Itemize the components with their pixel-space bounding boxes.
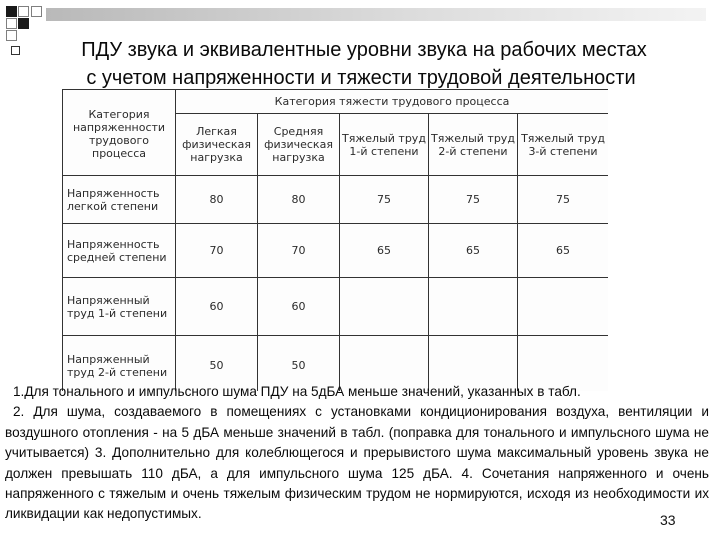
notes-block [5, 382, 709, 525]
table-cell: 75 [340, 176, 429, 224]
note-1: 1.Для тонального и импульсного шума ПДУ на 5дБА меньше значений, указанных в табл. [13, 384, 581, 399]
row-label: Напряженный труд 1-й степени [63, 278, 176, 336]
table-cell: 75 [429, 176, 518, 224]
table-cell: 65 [340, 224, 429, 278]
category-header-cell: Категория напряженности трудового процесса [63, 90, 176, 176]
column-header: Тяжелый труд 2-й степени [429, 114, 518, 176]
table-cell [429, 278, 518, 336]
slide-title-line-2: с учетом напряженности и тяжести трудовой деятельности [86, 67, 636, 89]
column-header: Средняя физическая нагрузка [258, 114, 340, 176]
corner-square-2 [18, 6, 29, 17]
note-2: 2. Для шума, создаваемого в помещениях с установками кондиционирования воздуха, вентиляции и воздушного отопления - на 5 дБА меньше значений в табл. (поправка для тонального и импульсного шума не учитывается) 3. Дополнительно для колеблющегося и прерывистого шума максимальный уровень звука не должен превышать 110 дБА, а для импульсного шума 125 дБА. 4. Сочетания напряженного и очень напряженного с тяжелым и очень тяжелым физическим трудом не нормируются, исходя из необходимости их ликвидации как недопустимых. [5, 404, 709, 522]
table-cell: 80 [258, 176, 340, 224]
row-label: Напряженный труд 2-й степени [63, 336, 176, 392]
corner-square-1 [6, 6, 17, 17]
norms-table [62, 89, 608, 391]
column-header: Легкая физическая нагрузка [176, 114, 258, 176]
table-cell: 50 [176, 336, 258, 392]
column-header: Тяжелый труд 3-й степени [518, 114, 609, 176]
corner-square-5 [18, 18, 29, 29]
page-number: 33 [660, 512, 676, 528]
table-cell: 65 [518, 224, 609, 278]
table-cell [340, 278, 429, 336]
row-label: Напряженность средней степени [63, 224, 176, 278]
table-cell: 75 [518, 176, 609, 224]
group-header-cell: Категория тяжести трудового процесса [176, 90, 609, 114]
table-cell: 65 [429, 224, 518, 278]
table-cell [518, 278, 609, 336]
row-label: Напряженность легкой степени [63, 176, 176, 224]
table-row [63, 224, 609, 278]
table-cell: 70 [176, 224, 258, 278]
top-decorative-bar [46, 8, 706, 21]
table-cell: 60 [258, 278, 340, 336]
table-cell: 70 [258, 224, 340, 278]
table-cell: 50 [258, 336, 340, 392]
table-row [63, 176, 609, 224]
table-cell: 80 [176, 176, 258, 224]
corner-square-4 [6, 18, 17, 29]
norms-table-scan [62, 89, 608, 391]
slide-title-line-1: ПДУ звука и эквивалентные уровни звука на рабочих местах [81, 39, 647, 61]
corner-square-3 [31, 6, 42, 17]
table-cell: 60 [176, 278, 258, 336]
table-row [63, 278, 609, 336]
column-header: Тяжелый труд 1-й степени [340, 114, 429, 176]
